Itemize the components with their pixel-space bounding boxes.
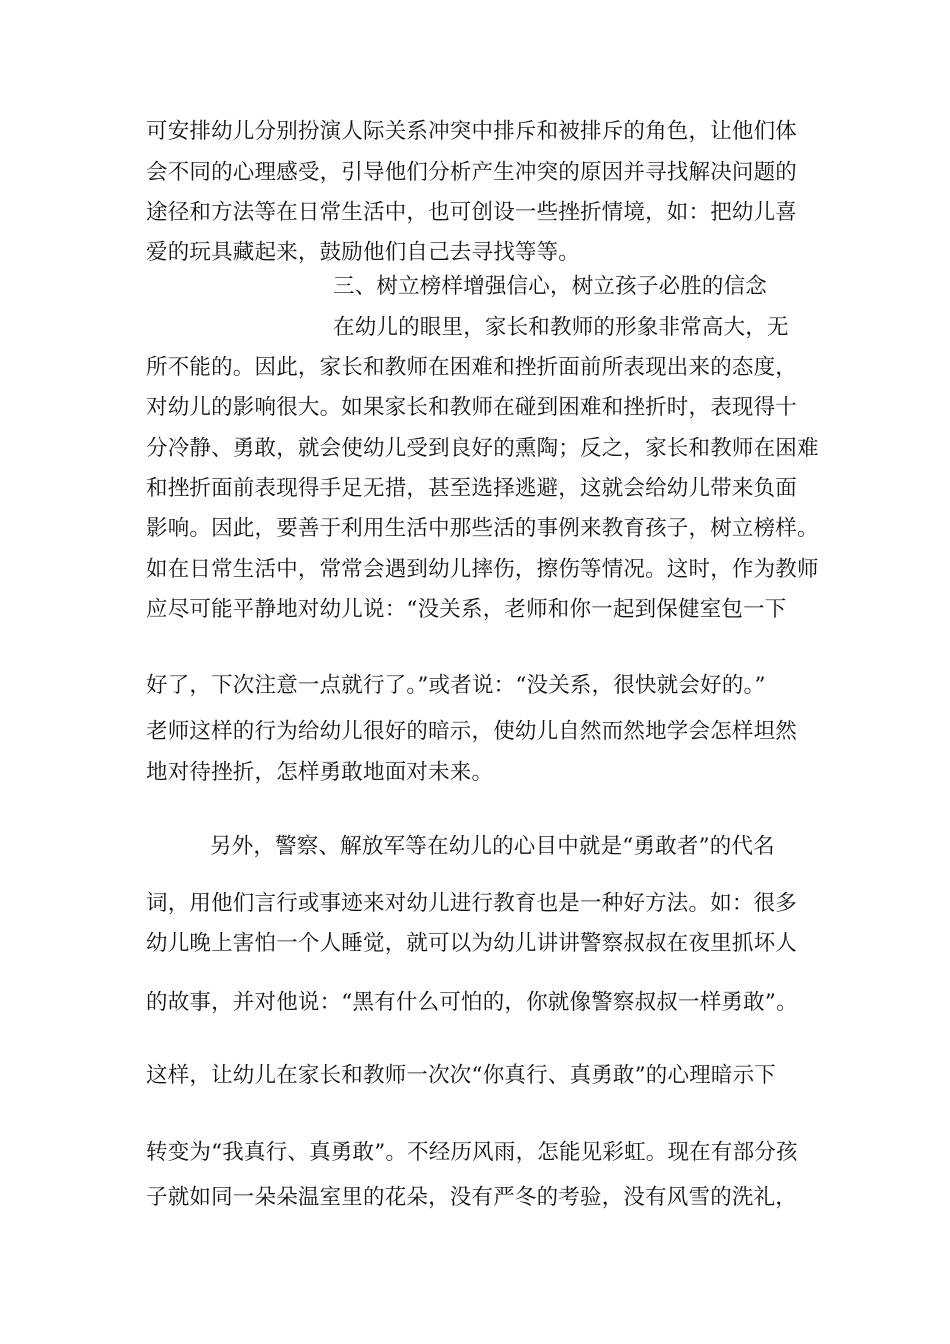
text-line: 子就如同一朵朵温室里的花朵，没有严冬的考验，没有风雪的洗礼， [146, 1185, 798, 1210]
text-line: 影响。因此，要善于利用生活中那些活的事例来教育孩子，树立榜样。 [146, 516, 819, 541]
text-line: 转变为“我真行、真勇敢”。不经历风雨，怎能见彩虹。现在有部分孩 [146, 1140, 798, 1165]
text-line: 可安排幼儿分别扮演人际关系冲突中排斥和被排斥的角色，让他们体 [146, 119, 798, 144]
text-line: 在幼儿的眼里，家长和教师的形象非常高大，无 [333, 315, 789, 340]
text-line: 分冷静、勇敢，就会使幼儿受到良好的熏陶；反之，家长和教师在困难 [146, 436, 819, 461]
text-line: 地对待挫折，怎样勇敢地面对未来。 [146, 760, 494, 785]
text-line: 途径和方法等在日常生活中，也可创设一些挫折情境，如：把幼儿喜 [146, 200, 798, 225]
text-line: 幼儿晚上害怕一个人睡觉，就可以为幼儿讲讲警察叔叔在夜里抓坏人 [146, 931, 798, 956]
section-heading: 三、树立榜样增强信心，树立孩子必胜的信念 [333, 274, 768, 299]
text-line: 这样，让幼儿在家长和教师一次次“你真行、真勇敢”的心理暗示下 [146, 1063, 776, 1088]
text-line: 所不能的。因此，家长和教师在困难和挫折面前所表现出来的态度， [146, 355, 798, 380]
text-line: 好了，下次注意一点就行了。”或者说：“没关系，很快就会好的。” [146, 673, 766, 698]
text-line: 爱的玩具藏起来，鼓励他们自己去寻找等等。 [146, 240, 581, 265]
text-line: 应尽可能平静地对幼儿说：“没关系，老师和你一起到保健室包一下 [146, 597, 787, 622]
text-line: 的故事，并对他说：“黑有什么可怕的，你就像警察叔叔一样勇敢”。 [146, 990, 798, 1015]
text-line: 另外，警察、解放军等在幼儿的心目中就是“勇敢者”的代名 [210, 834, 775, 859]
text-line: 老师这样的行为给幼儿很好的暗示，使幼儿自然而然地学会怎样坦然 [146, 719, 798, 744]
text-line: 对幼儿的影响很大。如果家长和教师在碰到困难和挫折时，表现得十 [146, 395, 798, 420]
text-line: 词，用他们言行或事迹来对幼儿进行教育也是一种好方法。如：很多 [146, 891, 798, 916]
text-line: 和挫折面前表现得手足无措，甚至选择逃避，这就会给幼儿带来负面 [146, 476, 798, 501]
text-line: 会不同的心理感受，引导他们分析产生冲突的原因并寻找解决问题的 [146, 160, 798, 185]
text-line: 如在日常生活中，常常会遇到幼儿摔伤，擦伤等情况。这时，作为教师 [146, 557, 819, 582]
